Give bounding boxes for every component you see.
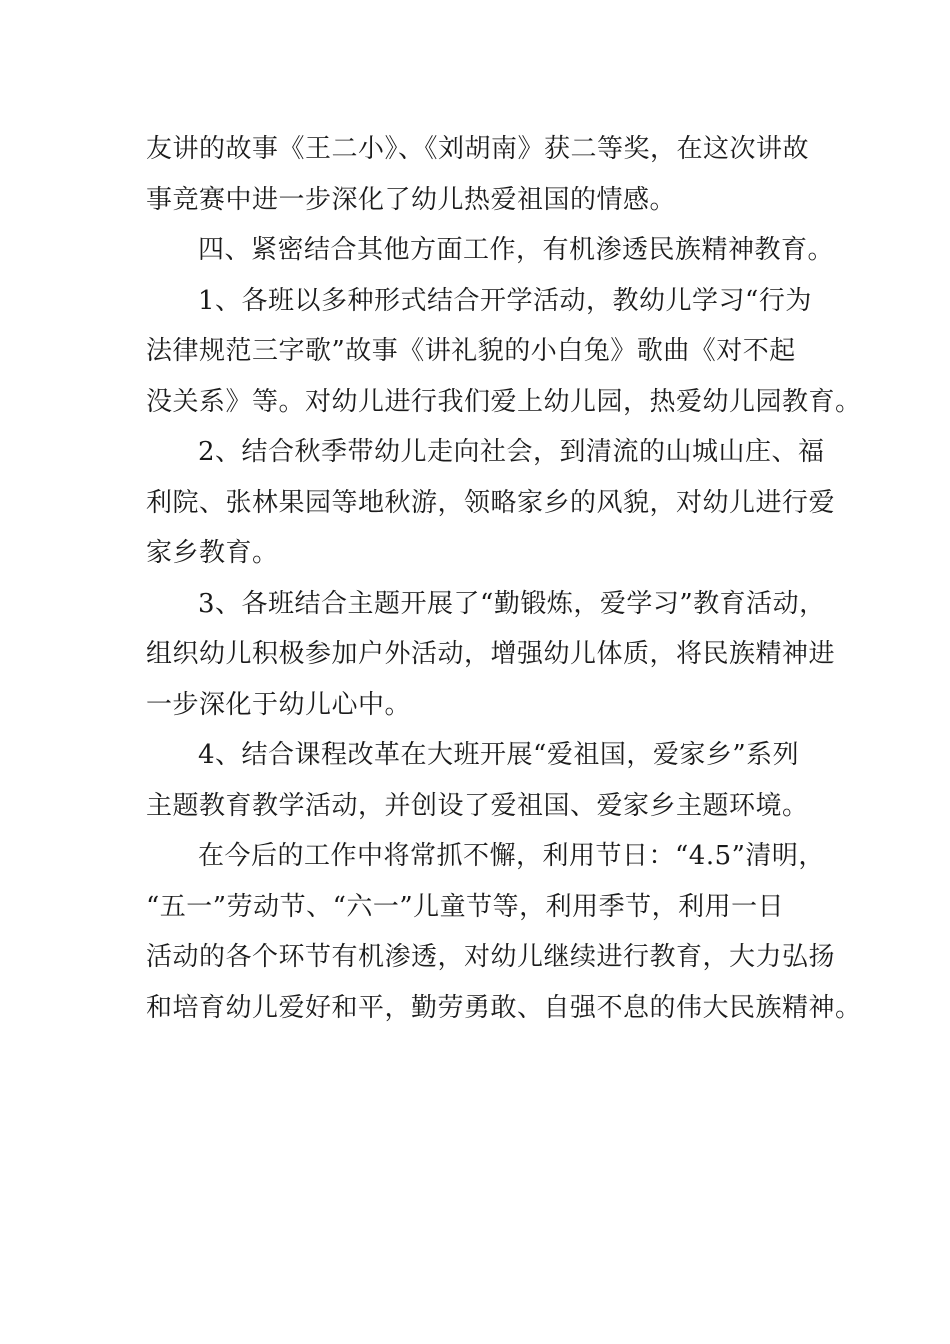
section-heading: 四、紧密结合其他方面工作，有机渗透民族精神教育。 <box>198 235 835 265</box>
text-line: 法律规范三字歌”故事《讲礼貌的小白兔》歌曲《对不起 <box>146 336 796 366</box>
text-line: 事竞赛中进一步深化了幼儿热爱祖国的情感。 <box>146 184 677 215</box>
text-line: 2、结合秋季带幼儿走向社会，到清流的山城山庄、福 <box>198 437 825 467</box>
text-line: 没关系》等。对幼儿进行我们爱上幼儿园，热爱幼儿园教育。 <box>146 386 862 417</box>
text-line: 活动的各个环节有机渗透，对幼儿继续进行教育，大力弘扬 <box>146 942 836 972</box>
text-line: 一步深化于幼儿心中。 <box>146 689 412 720</box>
text-line: 主题教育教学活动，并创设了爱祖国、爱家乡主题环境。 <box>146 790 809 821</box>
text-line: “五一”劳动节、“六一”儿童节等，利用季节，利用一日 <box>146 891 785 922</box>
text-line: 在今后的工作中将常抓不懈，利用节日：“4.5”清明， <box>198 841 825 871</box>
text-line: 3、各班结合主题开展了“勤锻炼，爱学习”教育活动， <box>198 588 826 619</box>
text-line: 利院、张林果园等地秋游，领略家乡的风貌，对幼儿进行爱 <box>146 487 836 518</box>
text-line: 家乡教育。 <box>146 538 279 568</box>
text-line: 友讲的故事《王二小》、《刘胡南》获二等奖，在这次讲故 <box>146 134 810 164</box>
document-body <box>146 124 862 1033</box>
text-line: 1、各班以多种形式结合开学活动，教幼儿学习“行为 <box>198 285 812 316</box>
text-line: 和培育幼儿爱好和平，勤劳勇敢、自强不息的伟大民族精神。 <box>146 992 862 1023</box>
text-line: 组织幼儿积极参加户外活动，增强幼儿体质，将民族精神进 <box>146 639 836 669</box>
text-line: 4、结合课程改革在大班开展“爱祖国，爱家乡”系列 <box>198 740 800 770</box>
